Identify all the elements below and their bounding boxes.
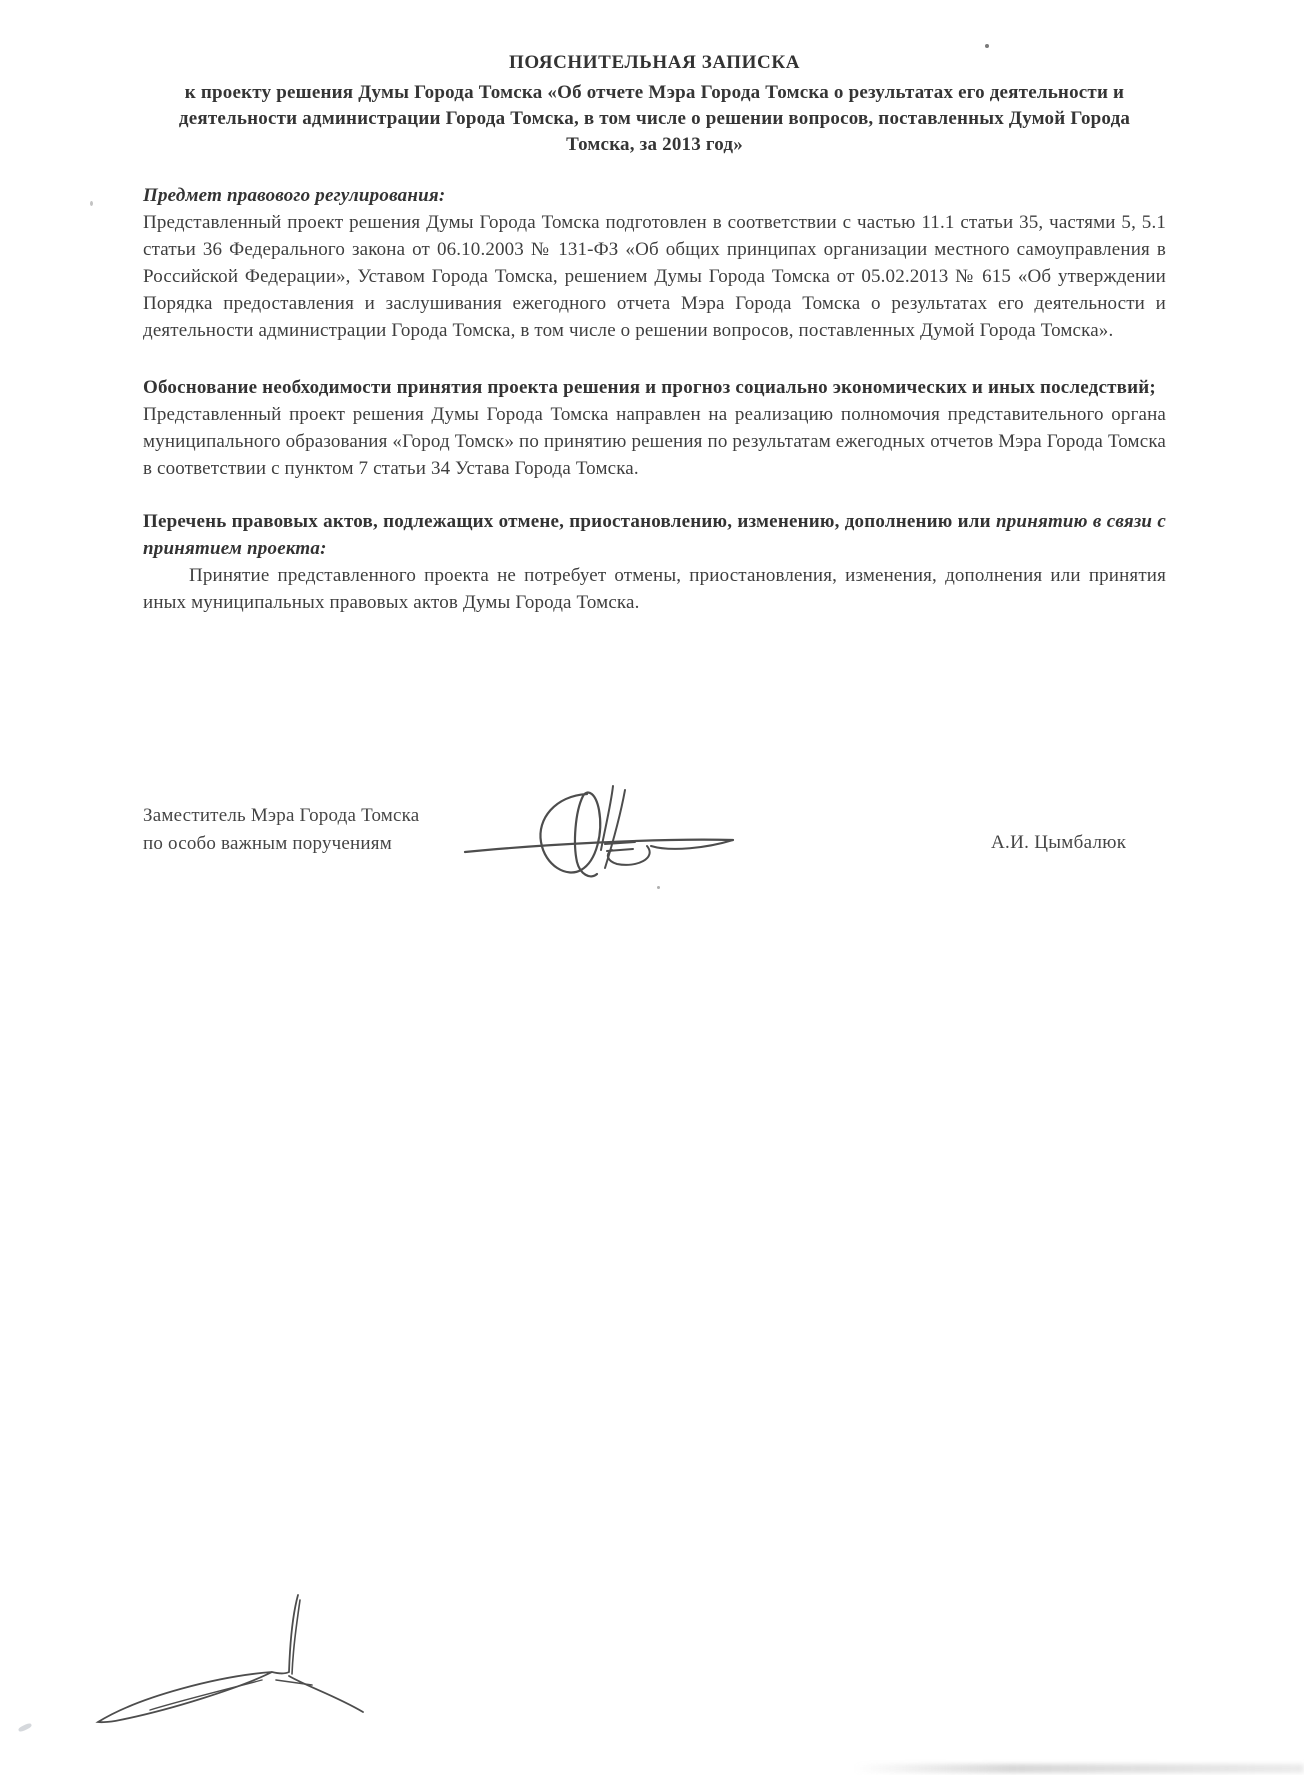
signatory-position-line2: по особо важным поручениям bbox=[143, 833, 392, 854]
section-body: Представленный проект решения Думы Города Томска направлен на реализацию полномочия представительного органа муниципального образования «Город Томск» по принятию решения по результатам ежегодных отчетов Мэра Города Томска в соответствии с пунктом 7 статьи 34 Устава Города Томска. bbox=[143, 404, 1166, 479]
handwritten-signature-icon bbox=[455, 782, 755, 886]
section-justification bbox=[143, 374, 1166, 482]
scan-speck bbox=[90, 201, 93, 206]
section-subject bbox=[143, 182, 1166, 344]
section-heading: Обоснование необходимости принятия проекта решения и прогноз социально экономических и иных последствий; bbox=[143, 377, 1156, 398]
title-block bbox=[143, 0, 1166, 158]
scan-speck bbox=[18, 1722, 33, 1732]
signature-block bbox=[143, 802, 1166, 912]
pen-scribble-icon bbox=[90, 1588, 375, 1733]
section-heading-italic-text: принятию в связи с принятием проекта: bbox=[143, 511, 1166, 559]
document-subtitle: к проекту решения Думы Города Томска «Об отчете Мэра Города Томска о результатах его деятельности и деятельности администрации Города Томска, в том числе о решении вопросов, поставленных Думой Города Томска, за 2013 год» bbox=[178, 82, 1131, 155]
section-body: Представленный проект решения Думы Города Томска подготовлен в соответствии с частью 11.1 статьи 35, частями 5, 5.1 статьи 36 Федерального закона от 06.10.2003 № 131-ФЗ «Об общих принципах организации местного самоуправления в Российской Федерации», Уставом Города Томска, решением Думы Города Томска от 05.02.2013 № 615 «Об утверждении Порядка предоставления и заслушивания ежегодного отчета Мэра Города Томска о результатах его деятельности и деятельности администрации Города Томска, в том числе о решении вопросов, поставленных Думой Города Томска». bbox=[143, 212, 1166, 341]
scan-edge-smudge bbox=[854, 1764, 1304, 1773]
signatory-name: А.И. Цымбалюк bbox=[991, 832, 1127, 853]
scan-speck bbox=[985, 44, 989, 48]
section-acts-list bbox=[143, 508, 1166, 616]
signatory-position-line1: Заместитель Мэра Города Томска bbox=[143, 805, 420, 826]
section-body: Принятие представленного проекта не потребует отмены, приостановления, изменения, дополнения или принятия иных муниципальных правовых актов Думы Города Томска. bbox=[143, 565, 1166, 613]
section-heading bbox=[143, 508, 1166, 562]
signatory-position bbox=[143, 802, 503, 858]
page-title: ПОЯСНИТЕЛЬНАЯ ЗАПИСКА bbox=[508, 52, 801, 73]
section-heading-text: Перечень правовых актов, подлежащих отмене, приостановлению, изменению, дополнению или bbox=[143, 511, 996, 532]
section-heading bbox=[143, 182, 1166, 209]
scan-speck bbox=[657, 886, 660, 889]
document-content bbox=[143, 0, 1166, 616]
section-heading-text: Предмет правового регулирования: bbox=[143, 185, 446, 206]
